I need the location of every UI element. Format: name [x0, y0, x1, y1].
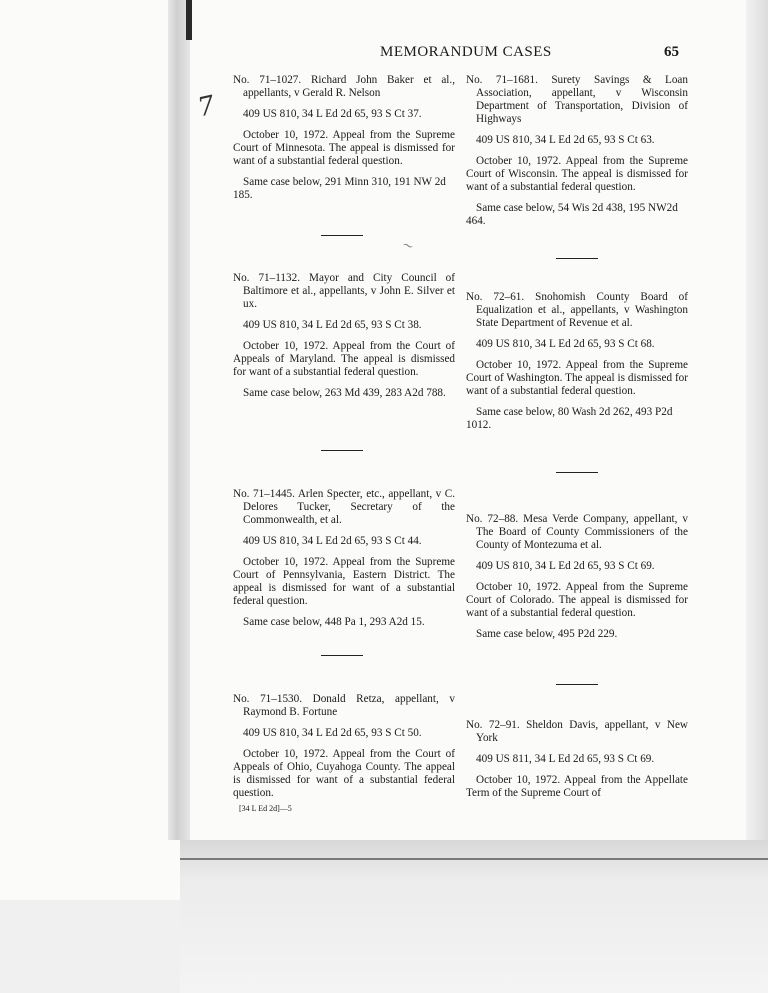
case-disposition: October 10, 1972. Appeal from the Appellate Term of the Supreme Court of [466, 774, 688, 799]
scan-shadow-bottom-left [0, 900, 180, 993]
case-disposition: October 10, 1972. Appeal from the Supreme Court of Pennsylvania, Eastern District. The appeal is dismissed for want of a substantial federal question. [233, 556, 455, 607]
case-caption: No. 71–1681. Surety Savings & Loan Association, appellant, v Wisconsin Department of Transportation, Division of Highways [466, 74, 688, 125]
section-divider [321, 450, 363, 451]
case-citation: 409 US 810, 34 L Ed 2d 65, 93 S Ct 63. [476, 134, 655, 146]
case-below: Same case below, 80 Wash 2d 262, 493 P2d 1012. [466, 406, 673, 431]
scan-page-edge-line [180, 858, 768, 860]
case-entry [466, 74, 688, 228]
case-below: Same case below, 263 Md 439, 283 A2d 788. [243, 387, 446, 399]
case-disposition: October 10, 1972. Appeal from the Supreme Court of Colorado. The appeal is dismissed for want of a substantial federal question. [466, 581, 688, 619]
case-disposition: October 10, 1972. Appeal from the Supreme Court of Minnesota. The appeal is dismissed for want of a substantial federal question. [233, 129, 455, 167]
case-disposition: October 10, 1972. Appeal from the Supreme Court of Washington. The appeal is dismissed for want of a substantial federal question. [466, 359, 688, 397]
case-caption: No. 72–88. Mesa Verde Company, appellant, v The Board of County Commissioners of the County of Montezuma et al. [466, 513, 688, 551]
scan-shadow-bottom [180, 840, 768, 993]
case-entry [233, 272, 455, 400]
case-entry [466, 719, 688, 800]
case-entry [466, 513, 688, 641]
case-citation: 409 US 810, 34 L Ed 2d 65, 93 S Ct 68. [476, 338, 655, 350]
section-divider [556, 472, 598, 473]
scan-shadow-left [168, 0, 190, 840]
scan-edge-mark [186, 0, 192, 40]
section-divider [556, 684, 598, 685]
section-divider [321, 235, 363, 236]
case-disposition: October 10, 1972. Appeal from the Supreme Court of Wisconsin. The appeal is dismissed for want of a substantial federal question. [466, 155, 688, 193]
case-caption: No. 72–91. Sheldon Davis, appellant, v New York [466, 719, 688, 744]
case-entry [233, 488, 455, 629]
case-citation: 409 US 810, 34 L Ed 2d 65, 93 S Ct 38. [243, 319, 422, 331]
case-disposition: October 10, 1972. Appeal from the Court of Appeals of Ohio, Cuyahoga County. The appeal is dismissed for want of a substantial federal question. [233, 748, 455, 799]
section-divider [321, 655, 363, 656]
running-head: MEMORANDUM CASES [380, 44, 552, 60]
case-caption: No. 71–1445. Arlen Specter, etc., appellant, v C. Delores Tucker, Secretary of the Commonwealth, et al. [233, 488, 455, 526]
case-citation: 409 US 811, 34 L Ed 2d 65, 93 S Ct 69. [476, 753, 655, 765]
case-caption: No. 71–1027. Richard John Baker et al., appellants, v Gerald R. Nelson [233, 74, 455, 99]
pencil-scribble: ~ [399, 236, 417, 256]
case-entry [233, 693, 455, 815]
signature-mark: [34 L Ed 2d]—5 [239, 804, 292, 813]
case-caption: No. 71–1132. Mayor and City Council of Baltimore et al., appellants, v John E. Silver et ux. [233, 272, 455, 310]
section-divider [556, 258, 598, 259]
case-citation: 409 US 810, 34 L Ed 2d 65, 93 S Ct 37. [243, 108, 422, 120]
case-below: Same case below, 291 Minn 310, 191 NW 2d 185. [233, 176, 446, 201]
handwritten-mark: 7 [195, 90, 218, 124]
case-below: Same case below, 54 Wis 2d 438, 195 NW2d 464. [466, 202, 678, 227]
case-citation: 409 US 810, 34 L Ed 2d 65, 93 S Ct 69. [476, 560, 655, 572]
case-citation: 409 US 810, 34 L Ed 2d 65, 93 S Ct 44. [243, 535, 422, 547]
case-caption: No. 71–1530. Donald Retza, appellant, v Raymond B. Fortune [233, 693, 455, 718]
case-citation: 409 US 810, 34 L Ed 2d 65, 93 S Ct 50. [243, 727, 422, 739]
case-entry [466, 291, 688, 432]
case-caption: No. 72–61. Snohomish County Board of Equalization et al., appellants, v Washington State Department of Revenue et al. [466, 291, 688, 329]
case-below: Same case below, 448 Pa 1, 293 A2d 15. [243, 616, 425, 628]
page-number: 65 [664, 44, 679, 60]
case-entry [233, 74, 455, 202]
case-disposition: October 10, 1972. Appeal from the Court of Appeals of Maryland. The appeal is dismissed for want of a substantial federal question. [233, 340, 455, 378]
case-below: Same case below, 495 P2d 229. [476, 628, 618, 640]
